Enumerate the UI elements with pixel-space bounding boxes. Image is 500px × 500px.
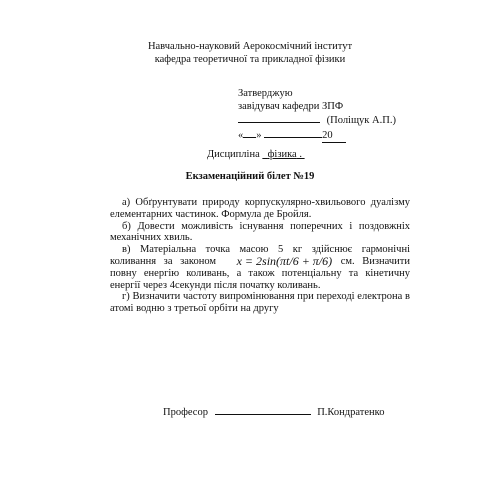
department-name: кафедра теоретичної та прикладної фізики bbox=[154, 54, 346, 65]
question-c bbox=[110, 244, 410, 291]
signature-name: П.Кондратенко bbox=[317, 407, 385, 418]
question-a: а) Обґрунтувати природу корпускулярно-хвильового дуалізму елементарних частинок. Формула де Бройля. bbox=[110, 197, 410, 220]
approval-block bbox=[238, 88, 396, 143]
question-d: г) Визначити частоту випромінювання при переході електрона в атомі водню з третьої орбіти на другу bbox=[110, 291, 410, 315]
questions-list bbox=[110, 197, 410, 315]
day-blank bbox=[243, 128, 256, 138]
signature-role: Професор bbox=[163, 407, 208, 418]
ticket-title: Екзаменаційний білет №19 bbox=[185, 171, 315, 182]
question-c-rest: см. Визначити повну енергію коливань, а також потенціальну та кінетичну енергії через 4секунди після початку коливань. bbox=[110, 255, 411, 291]
institute-name: Навчально-науковий Аерокосмічний інститут bbox=[147, 41, 353, 52]
professor-signature-blank bbox=[215, 405, 311, 415]
signature-blank bbox=[238, 113, 320, 123]
approve-word: Затверджую bbox=[238, 88, 293, 99]
discipline-value: фізика . bbox=[267, 149, 305, 160]
question-c-intro: в) Матеріальна точка масою 5 кг здійснює гармонічні коливання за законом bbox=[110, 244, 410, 267]
discipline-line bbox=[207, 149, 305, 161]
year-prefix: 20 bbox=[322, 129, 333, 141]
date-close-quote: » bbox=[256, 129, 262, 141]
institute-header bbox=[0, 40, 500, 66]
year-field bbox=[322, 130, 346, 144]
discipline-label: Дисципліна bbox=[207, 149, 260, 160]
date-open-quote: « bbox=[238, 129, 244, 141]
head-title: завідувач кафедри ЗПФ bbox=[238, 100, 344, 112]
approval-date-line bbox=[238, 128, 396, 144]
question-b: б) Довести можливість існування поперечних і поздовжніх механічних хвиль. bbox=[110, 220, 410, 244]
head-name: (Поліщук А.П.) bbox=[326, 115, 396, 127]
signature-line bbox=[163, 405, 384, 419]
head-signature-line bbox=[238, 113, 396, 128]
month-blank bbox=[264, 128, 322, 138]
oscillation-formula: x = 2sin(πt/6 + π/6) bbox=[236, 253, 333, 268]
